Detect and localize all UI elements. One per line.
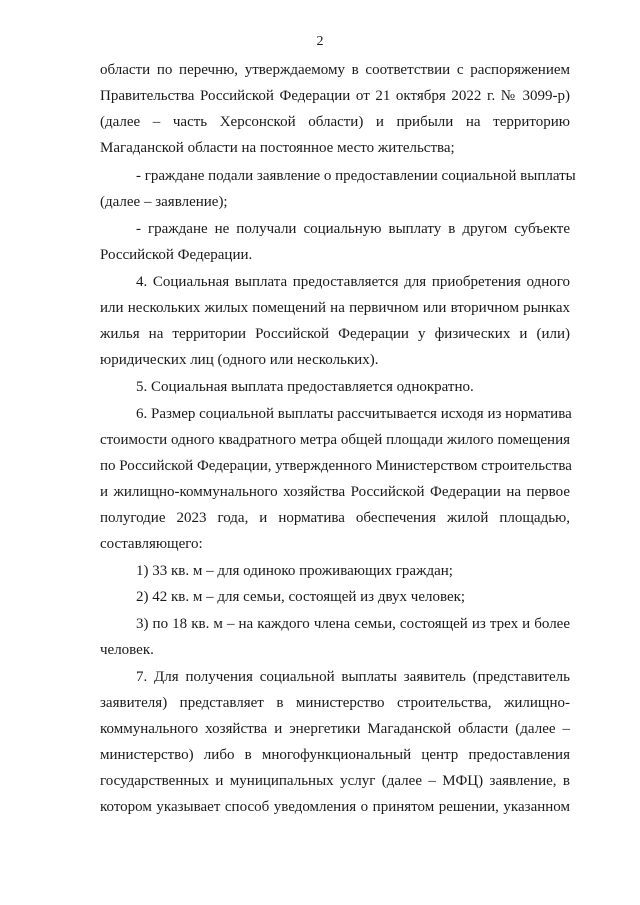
text-line: (далее – заявление);: [100, 194, 228, 210]
text-line: заявителя) представляет в министерство строительства, жилищно-: [100, 695, 570, 711]
text-line: - граждане подали заявление о предоставлении социальной выплаты: [136, 168, 576, 184]
text-line: Правительства Российской Федерации от 21 октября 2022 г. № 3099-р): [100, 88, 570, 104]
text-line: министерство) либо в многофункциональный центр предоставления: [100, 747, 570, 763]
text-line: стоимости одного квадратного метра общей площади жилого помещения: [100, 432, 570, 448]
text-line: 2) 42 кв. м – для семьи, состоящей из двух человек;: [136, 589, 466, 605]
text-line: области по перечню, утверждаемому в соответствии с распоряжением: [100, 62, 570, 78]
text-line: 1) 33 кв. м – для одиноко проживающих граждан;: [136, 563, 453, 579]
text-line: государственных и муниципальных услуг (далее – МФЦ) заявление, в: [100, 773, 570, 789]
text-line: составляющего:: [100, 536, 203, 552]
text-line: - граждане не получали социальную выплату в другом субъекте: [136, 221, 570, 237]
text-line: или нескольких жилых помещений на первичном или вторичном рынках: [100, 300, 570, 316]
text-line: Российской Федерации.: [100, 247, 253, 263]
text-line: 3) по 18 кв. м – на каждого члена семьи, состоящей из трех и более: [136, 616, 570, 632]
text-line: Магаданской области на постоянное место жительства;: [100, 140, 455, 156]
text-line: 5. Социальная выплата предоставляется однократно.: [136, 379, 474, 395]
text-line: жилья на территории Российской Федерации у физических и (или): [100, 326, 570, 342]
text-line: полугодие 2023 года, и норматива обеспечения жилой площадью,: [100, 510, 570, 526]
page-number: 2: [316, 34, 324, 49]
text-line: по Российской Федерации, утвержденного Министерством строительства: [100, 458, 572, 474]
text-line: 7. Для получения социальной выплаты заявитель (представитель: [136, 669, 570, 685]
text-line: котором указывает способ уведомления о принятом решении, указанном: [100, 799, 570, 815]
text-line: человек.: [100, 642, 154, 658]
text-line: (далее – часть Херсонской области) и прибыли на территорию: [100, 114, 570, 130]
text-line: коммунального хозяйства и энергетики Магаданской области (далее –: [100, 721, 570, 737]
text-line: 4. Социальная выплата предоставляется для приобретения одного: [136, 274, 570, 290]
text-line: 6. Размер социальной выплаты рассчитывается исходя из норматива: [136, 406, 572, 422]
text-line: и жилищно-коммунального хозяйства Российской Федерации на первое: [100, 484, 570, 500]
text-line: юридических лиц (одного или нескольких).: [100, 352, 379, 368]
